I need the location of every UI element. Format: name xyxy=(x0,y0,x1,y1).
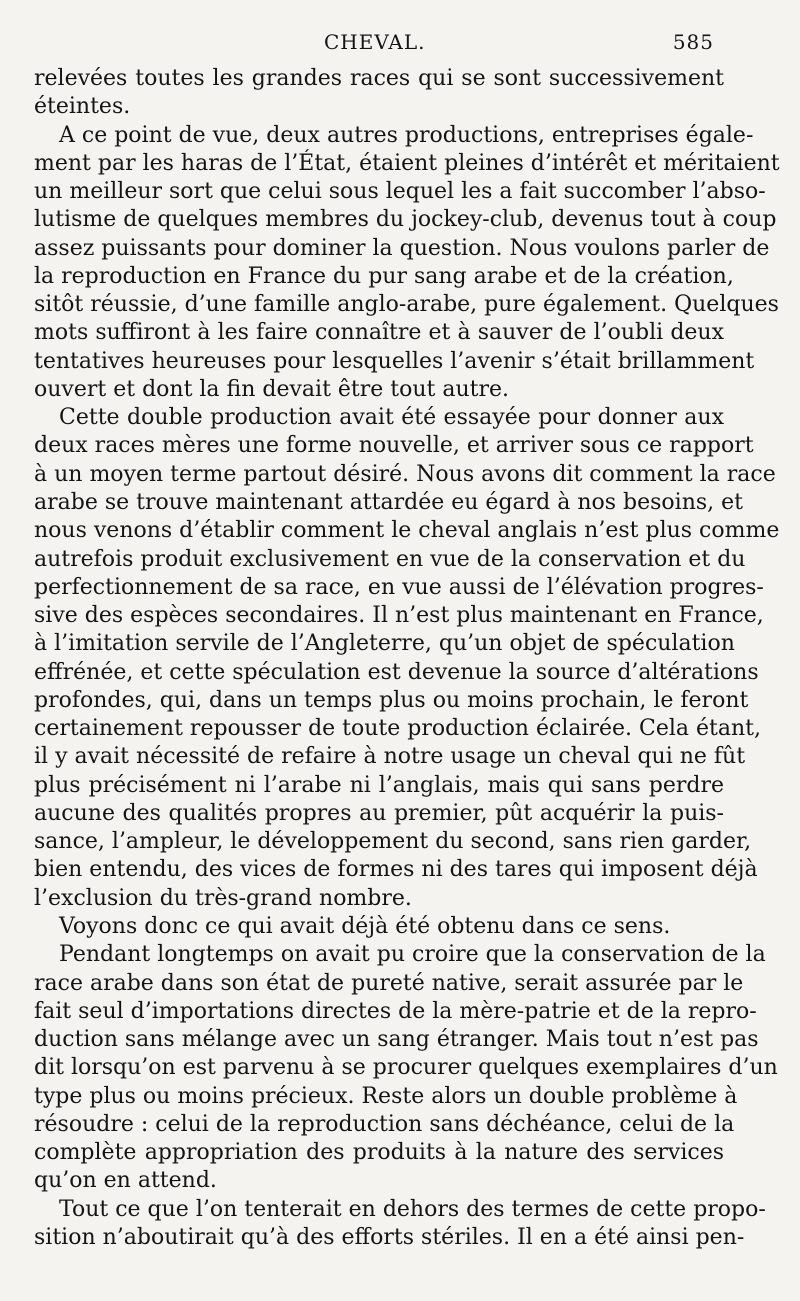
text-line: perfectionnement de sa race, en vue aussi de l’élévation progres- xyxy=(34,574,764,600)
text-line: sive des espèces secondaires. Il n’est plus maintenant en France, xyxy=(34,603,764,629)
text-line: autrefois produit exclusivement en vue de la conservation et du xyxy=(34,546,746,572)
text-line: relevées toutes les grandes races qui se sont successivement xyxy=(34,66,724,91)
text-line: sance, l’ampleur, le développement du second, sans rien garder, xyxy=(34,829,752,855)
text-line: Cette double production avait été essayée pour donner aux xyxy=(59,405,724,431)
text-line: aucune des qualités propres au premier, pût acquérir la puis- xyxy=(34,800,724,826)
text-line: lutisme de quelques membres du jockey-club, devenus tout à coup xyxy=(34,207,777,233)
text-line: mots suffiront à les faire connaître et à sauver de l’oubli deux xyxy=(34,320,724,346)
text-line: type plus ou moins précieux. Reste alors un double problème à xyxy=(34,1083,738,1109)
running-head xyxy=(34,30,714,58)
text-line: deux races mères une forme nouvelle, et arriver sous ce rapport xyxy=(34,433,754,459)
text-line: bien entendu, des vices de formes ni des tares qui imposent déjà xyxy=(34,857,758,883)
text-line: à un moyen terme partout désiré. Nous avons dit comment la race xyxy=(34,461,776,487)
text-line: duction sans mélange avec un sang étranger. Mais tout n’est pas xyxy=(34,1027,759,1053)
text-line: effrénée, et cette spéculation est devenue la source d’altérations xyxy=(34,659,759,685)
text-line: Voyons donc ce qui avait déjà été obtenu dans ce sens. xyxy=(59,913,671,939)
text-line: il y avait nécessité de refaire à notre usage un cheval qui ne fût xyxy=(34,744,746,770)
text-line: Pendant longtemps on avait pu croire que la conservation de la xyxy=(59,942,766,968)
text-line: dit lorsqu’on est parvenu à se procurer quelques exemplaires d’un xyxy=(34,1055,778,1081)
text-line: race arabe dans son état de pureté native, serait assurée par le xyxy=(34,970,744,996)
text-line: assez puissants pour dominer la question. Nous voulons parler de xyxy=(34,235,770,261)
text-line: éteintes. xyxy=(34,94,131,120)
page-number: 585 xyxy=(672,30,714,54)
text-line: certainement repousser de toute production éclairée. Cela étant, xyxy=(34,716,762,742)
text-line: qu’on en attend. xyxy=(34,1168,217,1194)
text-line: plus précisément ni l’arabe ni l’anglais, mais qui sans perdre xyxy=(34,772,724,798)
text-line: résoudre : celui de la reproduction sans déchéance, celui de la xyxy=(34,1111,735,1137)
text-line: sitôt réussie, d’une famille anglo-arabe, pure également. Quelques xyxy=(34,292,779,318)
text-line: sition n’aboutirait qu’à des efforts stériles. Il en a été ainsi pen- xyxy=(34,1224,745,1250)
running-title: CHEVAL. xyxy=(324,30,426,54)
text-line: tentatives heureuses pour lesquelles l’avenir s’était brillamment xyxy=(34,348,755,374)
text-line: à l’imitation servile de l’Angleterre, qu’un objet de spéculation xyxy=(34,631,735,657)
text-line: Tout ce que l’on tenterait en dehors des termes de cette propo- xyxy=(59,1196,766,1222)
text-line: ouvert et dont la fin devait être tout autre. xyxy=(34,376,510,402)
text-line: la reproduction en France du pur sang arabe et de la création, xyxy=(34,263,734,289)
text-line: fait seul d’importations directes de la mère-patrie et de la repro- xyxy=(34,998,757,1024)
text-line: complète appropriation des produits à la nature des services xyxy=(34,1140,724,1166)
text-line: arabe se trouve maintenant attardée eu égard à nos besoins, et xyxy=(34,489,744,515)
text-line: un meilleur sort que celui sous lequel les a fait succomber l’abso- xyxy=(34,179,766,205)
text-line: ment par les haras de l’État, étaient pleines d’intérêt et méritaient xyxy=(34,150,780,176)
text-line: l’exclusion du très-grand nombre. xyxy=(34,885,412,911)
body-text xyxy=(34,65,780,1252)
text-line: profondes, qui, dans un temps plus ou moins prochain, le feront xyxy=(34,687,749,713)
text-line: nous venons d’établir comment le cheval anglais n’est plus comme xyxy=(34,518,780,544)
text-line: A ce point de vue, deux autres productions, entreprises égale- xyxy=(59,122,754,148)
